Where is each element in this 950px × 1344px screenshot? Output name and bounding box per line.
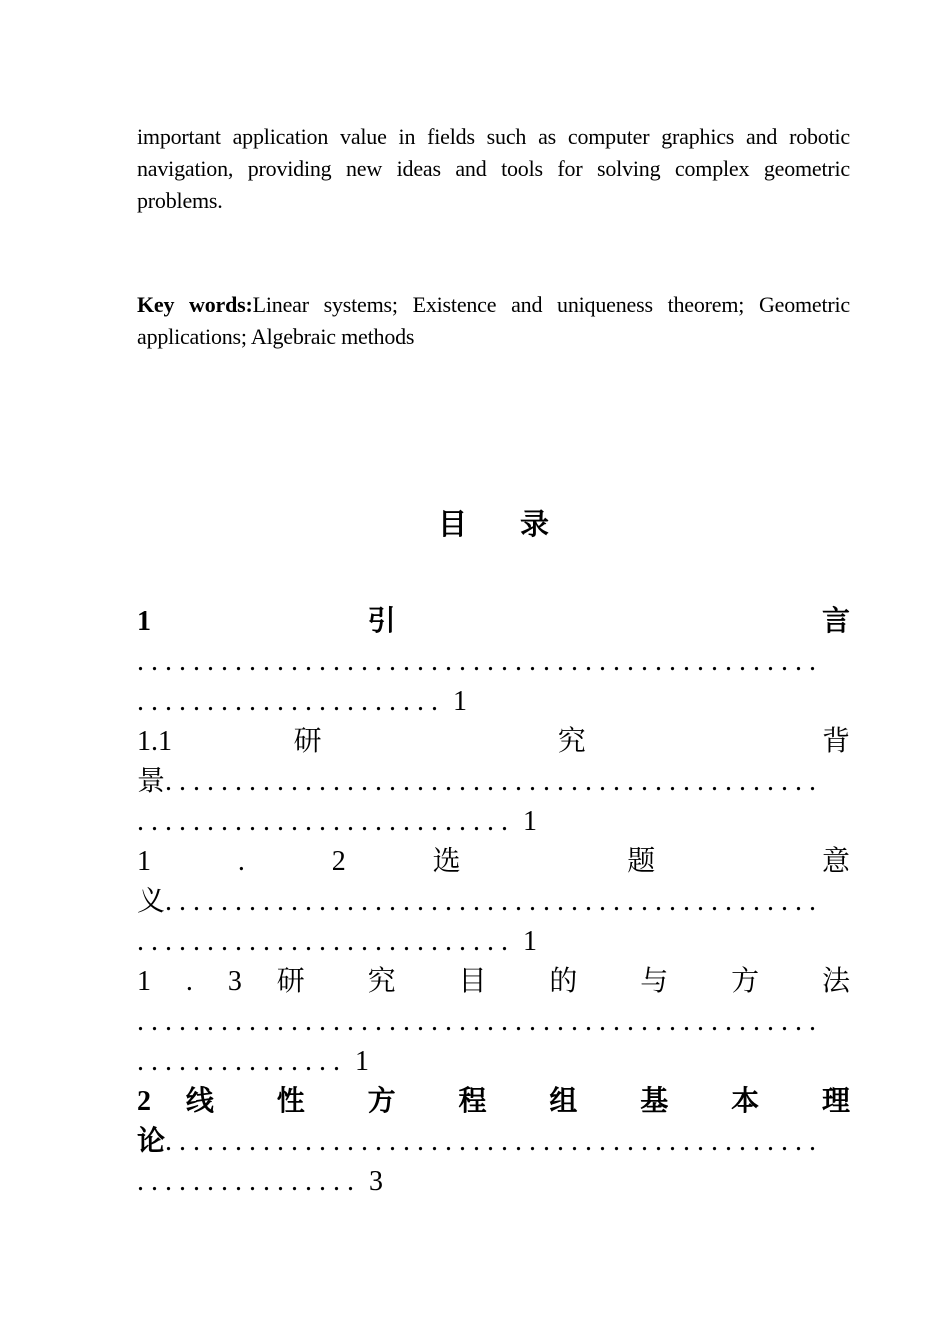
toc-entry-1-leader-line [137, 642, 850, 682]
wrapped-title-char: 论 [137, 1126, 166, 1157]
keywords-label: Key words: [137, 292, 253, 317]
toc-entry-1-1-leader-line [137, 762, 850, 802]
toc-entry-1-2-title-line: 1 . 2 选 题 意 [137, 846, 850, 877]
toc-entry-2-leader-line [137, 1122, 850, 1162]
toc-entry-1-3-leader-line [137, 1002, 850, 1042]
wrapped-title-char: 义 [137, 886, 166, 917]
page-number: 1 [453, 686, 467, 717]
toc-entry-2-title-line: 2 线 性 方 程 组 基 本 理 [137, 1086, 850, 1117]
page-number: 1 [523, 806, 537, 837]
toc-entry-1-3-page-line [137, 1042, 850, 1082]
toc-entry-1-2-leader-line [137, 882, 850, 922]
dot-leader: ........................... [137, 806, 515, 837]
dot-leader: ............................................... [165, 886, 824, 917]
toc-entry-2-page-line [137, 1162, 850, 1202]
dot-leader: ...................... [137, 686, 445, 717]
toc-entry-1-1-page-line [137, 802, 850, 842]
page-number: 1 [523, 926, 537, 957]
keywords-paragraph [137, 289, 850, 353]
toc-title: 目 录 [437, 509, 549, 541]
toc-entry-1-3-title-line: 1 . 3 研 究 目 的 与 方 法 [137, 966, 850, 997]
dot-leader: ............... [137, 1046, 347, 1077]
page-number: 1 [355, 1046, 369, 1077]
toc-entry-1-1-title-line: 1.1 研 究 背 [137, 726, 850, 757]
dot-leader: ............................................... [165, 766, 824, 797]
toc-entry-1-2-page-line [137, 922, 850, 962]
dot-leader: ................ [137, 1166, 361, 1197]
dot-leader: ................................................. [137, 646, 823, 677]
dot-leader: ........................... [137, 926, 515, 957]
dot-leader: ................................................. [137, 1006, 823, 1037]
keywords-text: Linear systems; Existence and uniqueness theorem; Geometric applications; Algebraic methods [137, 292, 850, 349]
table-of-contents [137, 602, 850, 1202]
dot-leader: ............................................... [165, 1126, 824, 1157]
page-number: 3 [369, 1166, 383, 1197]
wrapped-title-char: 景 [137, 766, 166, 797]
toc-entry-1-page-line [137, 682, 850, 722]
abstract-paragraph: important application value in fields such as computer graphics and robotic navigation, providing new ideas and tools for solving complex geometric problems. [137, 124, 850, 213]
toc-entry-1-title-line: 1 引 言 [137, 606, 850, 637]
